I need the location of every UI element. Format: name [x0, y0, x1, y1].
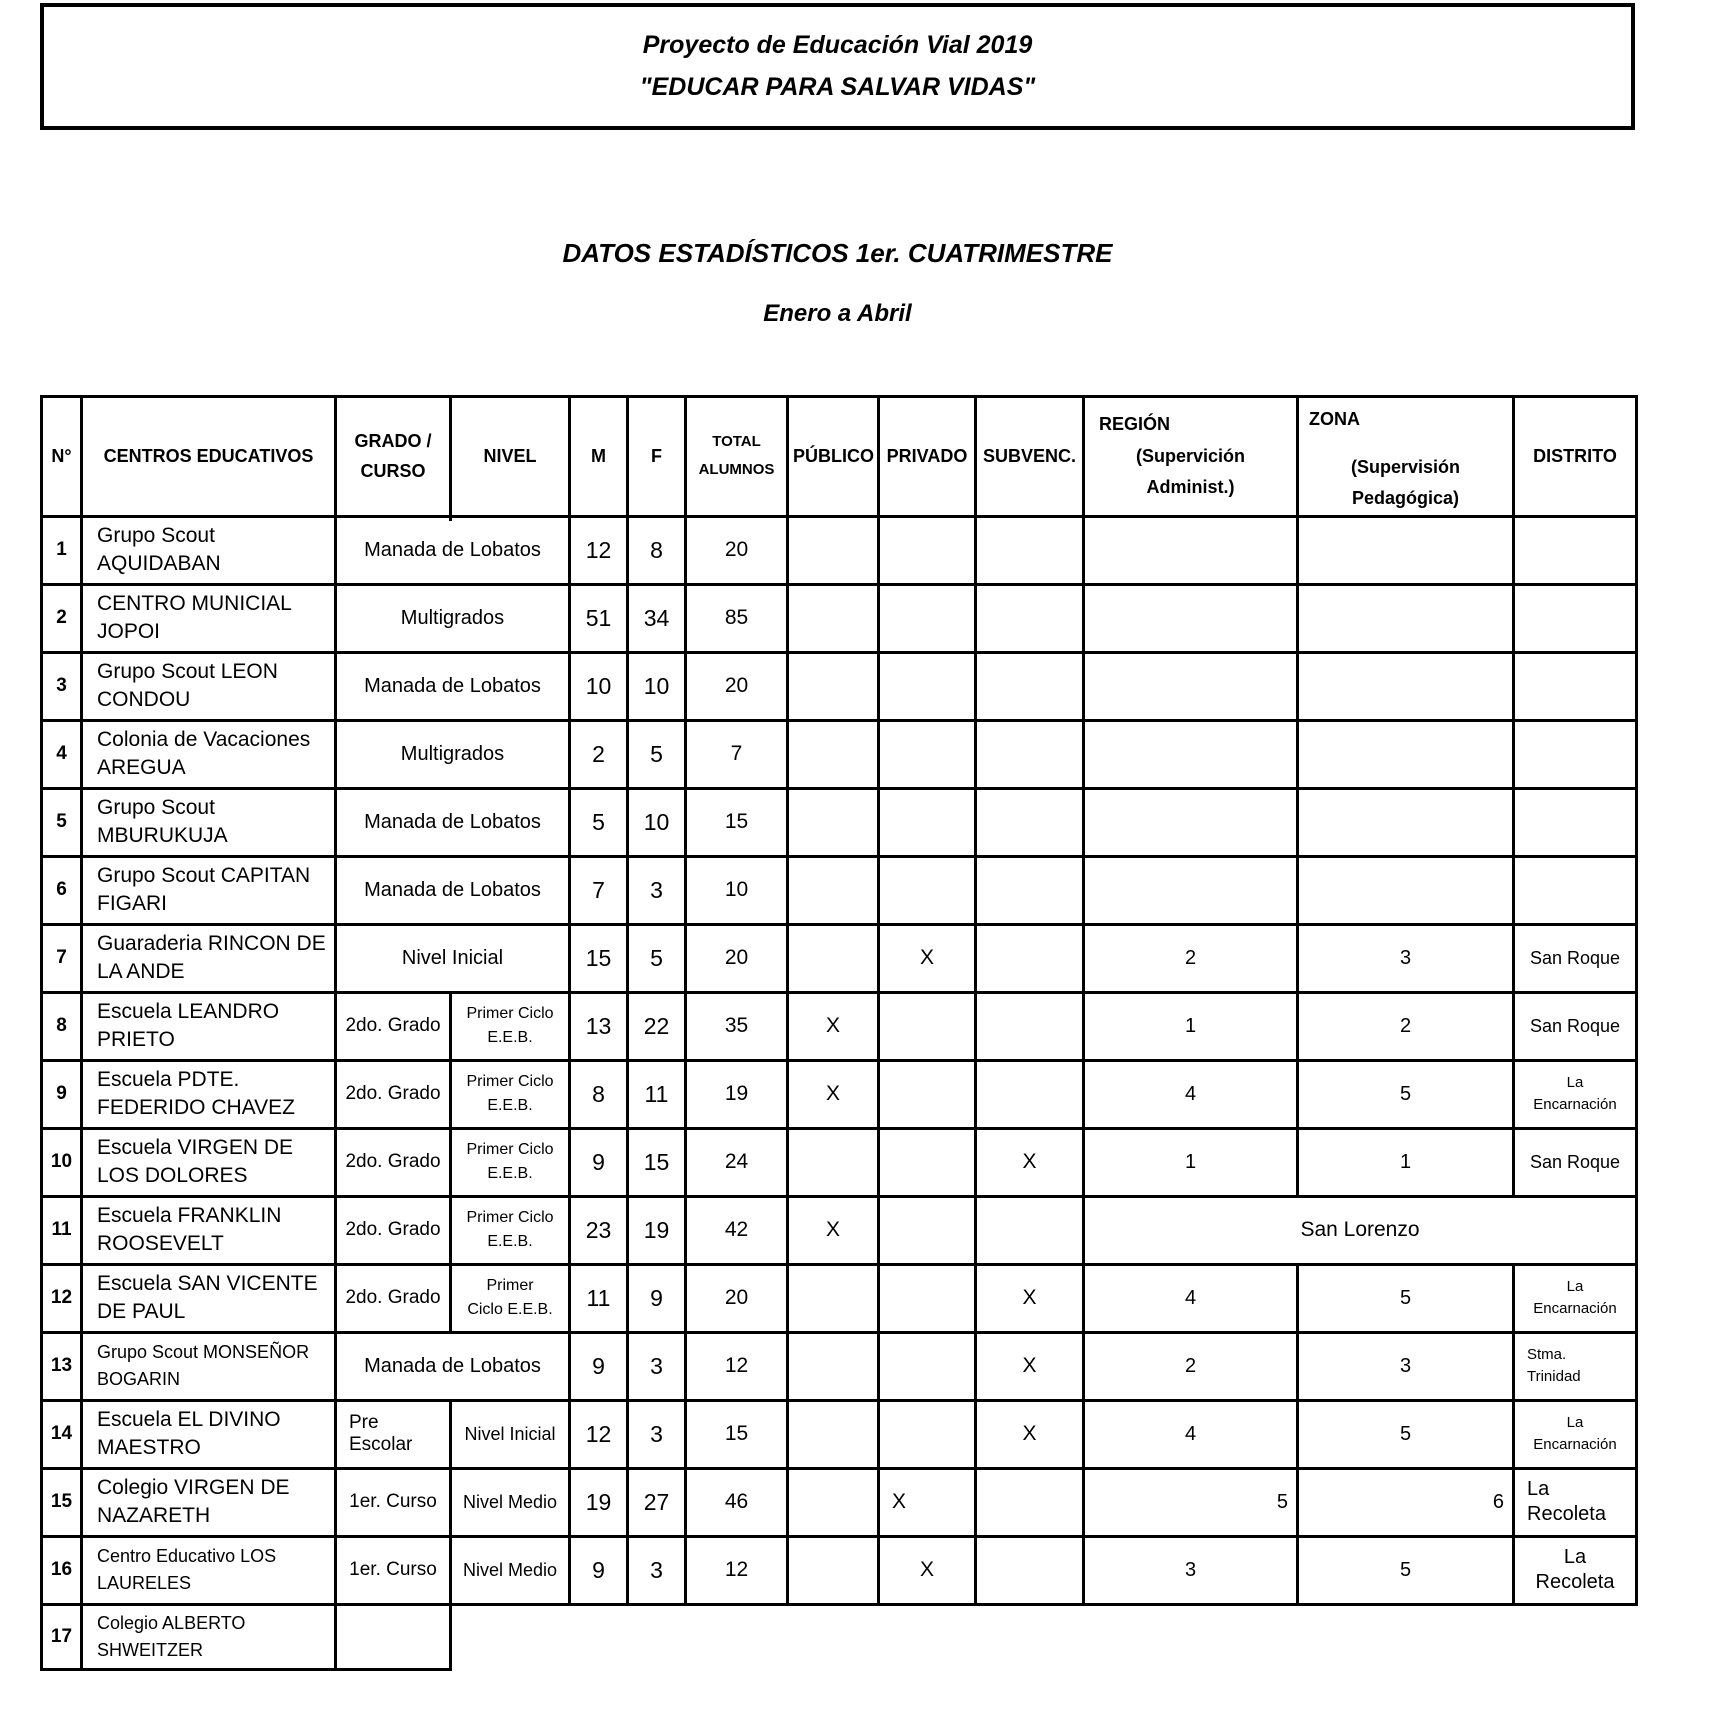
table-cell: CENTRO MUNICIAL JOPOI — [82, 584, 336, 652]
table-cell — [1084, 516, 1298, 584]
table-cell: 15 — [686, 788, 788, 856]
zona-label: ZONA — [1309, 409, 1360, 429]
table-cell: 9 — [42, 1060, 82, 1128]
table-cell — [788, 1536, 879, 1604]
table-cell: 4 — [42, 720, 82, 788]
table-cell: 1 — [42, 516, 82, 584]
table-cell — [879, 788, 976, 856]
table-cell: X — [879, 1536, 976, 1604]
table-row — [42, 1060, 1637, 1128]
table-cell — [788, 788, 879, 856]
project-slogan: "EDUCAR PARA SALVAR VIDAS" — [639, 73, 1036, 101]
table-cell: 1 — [1298, 1128, 1514, 1196]
table-cell: 15 — [570, 924, 628, 992]
table-cell: Stma. Trinidad — [1514, 1332, 1637, 1400]
table-cell: 1 — [1084, 1128, 1298, 1196]
table-row — [42, 1128, 1637, 1196]
table-row — [42, 1196, 1637, 1264]
table-cell — [451, 1604, 1637, 1669]
table-cell: Escuela FRANKLIN ROOSEVELT — [82, 1196, 336, 1264]
table-cell: 16 — [42, 1536, 82, 1604]
table-cell: Manada de Lobatos — [336, 652, 570, 720]
column-header-distrito: DISTRITO — [1514, 397, 1637, 517]
region-sublabel: (Supervición Administ.) — [1135, 445, 1246, 497]
table-cell: Colegio VIRGEN DE NAZARETH — [82, 1468, 336, 1536]
statistics-table — [40, 395, 1638, 1671]
table-cell: Manada de Lobatos — [336, 516, 570, 584]
column-header-subvenc: SUBVENC. — [976, 397, 1084, 517]
table-cell: 10 — [628, 652, 686, 720]
table-cell: 5 — [1084, 1468, 1298, 1536]
table-cell: 4 — [1084, 1060, 1298, 1128]
table-cell — [1514, 516, 1637, 584]
table-cell — [1084, 856, 1298, 924]
table-cell: 10 — [686, 856, 788, 924]
table-row — [42, 992, 1637, 1060]
region-label: REGIÓN — [1099, 414, 1171, 434]
column-header-zona — [1298, 397, 1514, 517]
table-cell: 2do. Grado — [336, 1128, 451, 1196]
table-cell — [879, 1400, 976, 1468]
table-cell — [1514, 856, 1637, 924]
table-cell: Primer Ciclo E.E.B. — [451, 1264, 570, 1332]
table-cell — [788, 1400, 879, 1468]
table-cell: X — [788, 992, 879, 1060]
table-cell: Multigrados — [336, 584, 570, 652]
table-cell — [1298, 856, 1514, 924]
table-cell: Primer Ciclo E.E.B. — [451, 992, 570, 1060]
table-row — [42, 516, 1637, 584]
table-cell: La Encarnación — [1514, 1060, 1637, 1128]
table-cell: 10 — [42, 1128, 82, 1196]
table-cell — [976, 584, 1084, 652]
table-cell: 3 — [628, 856, 686, 924]
table-cell: X — [976, 1264, 1084, 1332]
table-cell: 46 — [686, 1468, 788, 1536]
table-row — [42, 924, 1637, 992]
table-cell — [879, 1128, 976, 1196]
table-cell — [788, 924, 879, 992]
table-cell: 11 — [570, 1264, 628, 1332]
table-cell: X — [976, 1128, 1084, 1196]
table-cell: 13 — [42, 1332, 82, 1400]
section-subtitle: Enero a Abril — [763, 300, 912, 327]
table-cell: 51 — [570, 584, 628, 652]
table-cell: Nivel Medio — [451, 1536, 570, 1604]
table-cell — [788, 720, 879, 788]
table-row — [42, 584, 1637, 652]
column-header-privado: PRIVADO — [879, 397, 976, 517]
table-cell: 5 — [1298, 1400, 1514, 1468]
column-header-centros: CENTROS EDUCATIVOS — [82, 397, 336, 517]
table-cell: 27 — [628, 1468, 686, 1536]
table-cell: 13 — [570, 992, 628, 1060]
table-cell — [1514, 788, 1637, 856]
table-cell: 1er. Curso — [336, 1536, 451, 1604]
table-cell — [976, 1196, 1084, 1264]
table-cell: 5 — [1298, 1264, 1514, 1332]
table-cell — [1514, 584, 1637, 652]
column-header-f: F — [628, 397, 686, 517]
table-cell — [1084, 720, 1298, 788]
table-cell: Nivel Inicial — [336, 924, 570, 992]
table-cell: 17 — [42, 1604, 82, 1669]
table-cell: 19 — [628, 1196, 686, 1264]
table-cell: X — [976, 1400, 1084, 1468]
table-cell: San Roque — [1514, 992, 1637, 1060]
table-cell: 15 — [686, 1400, 788, 1468]
table-cell: San Lorenzo — [1084, 1196, 1637, 1264]
table-cell — [1084, 788, 1298, 856]
table-cell: Grupo Scout MBURUKUJA — [82, 788, 336, 856]
table-cell: Nivel Inicial — [451, 1400, 570, 1468]
table-cell: 9 — [570, 1128, 628, 1196]
table-cell — [788, 1468, 879, 1536]
table-cell — [788, 516, 879, 584]
table-cell: 2 — [570, 720, 628, 788]
table-cell — [1298, 584, 1514, 652]
border-stub — [449, 508, 452, 521]
table-cell: 12 — [686, 1536, 788, 1604]
column-header-m: M — [570, 397, 628, 517]
table-cell: 23 — [570, 1196, 628, 1264]
table-cell — [976, 720, 1084, 788]
table-cell: San Roque — [1514, 924, 1637, 992]
table-cell: X — [879, 924, 976, 992]
table-cell: 3 — [628, 1536, 686, 1604]
column-header-grado: GRADO / CURSO — [336, 397, 451, 517]
table-cell: X — [788, 1060, 879, 1128]
table-cell — [976, 652, 1084, 720]
table-cell: Grupo Scout MONSEÑOR BOGARIN — [82, 1332, 336, 1400]
table-cell: 1er. Curso — [336, 1468, 451, 1536]
table-cell — [788, 856, 879, 924]
zona-sublabel: (Supervisión Pedagógica) — [1350, 456, 1461, 508]
table-cell — [879, 516, 976, 584]
table-cell: Colonia de Vacaciones AREGUA — [82, 720, 336, 788]
column-header-total: TOTAL ALUMNOS — [686, 397, 788, 517]
table-cell: Primer Ciclo E.E.B. — [451, 1196, 570, 1264]
table-cell — [336, 1604, 451, 1669]
table-cell: 22 — [628, 992, 686, 1060]
table-cell: 3 — [628, 1400, 686, 1468]
header-row — [42, 397, 1637, 517]
table-cell: 2do. Grado — [336, 992, 451, 1060]
table-cell: X — [976, 1332, 1084, 1400]
table-cell: 24 — [686, 1128, 788, 1196]
table-cell: 20 — [686, 1264, 788, 1332]
table-cell — [879, 992, 976, 1060]
table-cell: 2do. Grado — [336, 1196, 451, 1264]
table-cell: Manada de Lobatos — [336, 856, 570, 924]
table-cell: Colegio ALBERTO SHWEITZER — [82, 1604, 336, 1669]
table-cell: 5 — [628, 924, 686, 992]
column-header-region — [1084, 397, 1298, 517]
table-row — [42, 1468, 1637, 1536]
table-cell: 8 — [570, 1060, 628, 1128]
table-cell: 4 — [1084, 1264, 1298, 1332]
table-cell — [976, 1060, 1084, 1128]
table-cell: Primer Ciclo E.E.B. — [451, 1128, 570, 1196]
table-cell: Multigrados — [336, 720, 570, 788]
table-cell — [1084, 652, 1298, 720]
table-cell: Guaraderia RINCON DE LA ANDE — [82, 924, 336, 992]
table-cell — [788, 652, 879, 720]
table-cell: 3 — [1298, 924, 1514, 992]
table-cell — [976, 1536, 1084, 1604]
table-cell — [1298, 720, 1514, 788]
table-cell — [976, 856, 1084, 924]
table-cell: 6 — [1298, 1468, 1514, 1536]
section-title: DATOS ESTADÍSTICOS 1er. CUATRIMESTRE — [562, 238, 1113, 268]
table-cell: 9 — [628, 1264, 686, 1332]
table-cell — [879, 720, 976, 788]
table-row — [42, 1400, 1637, 1468]
table-cell — [1298, 788, 1514, 856]
table-row — [42, 1536, 1637, 1604]
table-cell: Manada de Lobatos — [336, 1332, 570, 1400]
table-cell: 15 — [628, 1128, 686, 1196]
table-cell: 11 — [628, 1060, 686, 1128]
table-cell — [879, 652, 976, 720]
table-cell — [788, 1332, 879, 1400]
table-cell — [788, 1264, 879, 1332]
table-cell — [976, 992, 1084, 1060]
table-cell: 10 — [570, 652, 628, 720]
table-cell: X — [788, 1196, 879, 1264]
table-cell: 6 — [42, 856, 82, 924]
column-header-num: N° — [42, 397, 82, 517]
table-cell: La Encarnación — [1514, 1400, 1637, 1468]
table-cell: 42 — [686, 1196, 788, 1264]
table-cell — [976, 924, 1084, 992]
table-cell: 5 — [1298, 1536, 1514, 1604]
table-cell — [879, 1196, 976, 1264]
table-cell: Grupo Scout CAPITAN FIGARI — [82, 856, 336, 924]
table-row — [42, 788, 1637, 856]
table-cell: 12 — [570, 1400, 628, 1468]
table-row — [42, 1264, 1637, 1332]
table-cell — [1298, 516, 1514, 584]
table-cell: 2 — [42, 584, 82, 652]
table-cell: 5 — [42, 788, 82, 856]
table-cell: 34 — [628, 584, 686, 652]
table-body — [42, 516, 1637, 1669]
table-cell: 2do. Grado — [336, 1264, 451, 1332]
table-cell: 20 — [686, 652, 788, 720]
table-cell: X — [879, 1468, 976, 1536]
table-cell: 2 — [1084, 924, 1298, 992]
table-cell: 5 — [628, 720, 686, 788]
table-cell: Escuela SAN VICENTE DE PAUL — [82, 1264, 336, 1332]
table-cell: 2 — [1298, 992, 1514, 1060]
table-cell — [1514, 652, 1637, 720]
table-cell: 9 — [570, 1536, 628, 1604]
table-cell: 85 — [686, 584, 788, 652]
table-cell: 3 — [1298, 1332, 1514, 1400]
table-cell: Escuela EL DIVINO MAESTRO — [82, 1400, 336, 1468]
table-cell — [879, 856, 976, 924]
table-row — [42, 856, 1637, 924]
table-cell: 20 — [686, 516, 788, 584]
table-cell: 7 — [686, 720, 788, 788]
table-row — [42, 720, 1637, 788]
table-cell: Centro Educativo LOS LAURELES — [82, 1536, 336, 1604]
table-cell: Escuela LEANDRO PRIETO — [82, 992, 336, 1060]
table-row — [42, 652, 1637, 720]
table-row — [42, 1332, 1637, 1400]
table-cell: 7 — [570, 856, 628, 924]
table-cell: Escuela PDTE. FEDERIDO CHAVEZ — [82, 1060, 336, 1128]
table-cell — [788, 1128, 879, 1196]
table-cell: Grupo Scout LEON CONDOU — [82, 652, 336, 720]
table-row — [42, 1604, 1637, 1669]
table-cell: 3 — [42, 652, 82, 720]
table-cell: 10 — [628, 788, 686, 856]
table-cell: La Recoleta — [1514, 1536, 1637, 1604]
table-cell: Primer Ciclo E.E.B. — [451, 1060, 570, 1128]
table-cell: 15 — [42, 1468, 82, 1536]
table-cell — [976, 516, 1084, 584]
table-cell: La Recoleta — [1514, 1468, 1637, 1536]
table-cell — [976, 1468, 1084, 1536]
title-box — [40, 3, 1635, 130]
table-cell: Escuela VIRGEN DE LOS DOLORES — [82, 1128, 336, 1196]
table-cell — [1298, 652, 1514, 720]
table-cell: 12 — [570, 516, 628, 584]
table-cell: 12 — [42, 1264, 82, 1332]
table-cell: 5 — [1298, 1060, 1514, 1128]
column-header-nivel: NIVEL — [451, 397, 570, 517]
table-cell: Nivel Medio — [451, 1468, 570, 1536]
table-cell: 12 — [686, 1332, 788, 1400]
table-cell: Grupo Scout AQUIDABAN — [82, 516, 336, 584]
table-cell — [879, 584, 976, 652]
table-cell: 3 — [1084, 1536, 1298, 1604]
table-cell — [976, 788, 1084, 856]
table-cell: 8 — [42, 992, 82, 1060]
table-cell: 14 — [42, 1400, 82, 1468]
table-cell — [879, 1332, 976, 1400]
table-cell: 4 — [1084, 1400, 1298, 1468]
table-cell — [879, 1264, 976, 1332]
table-cell: 11 — [42, 1196, 82, 1264]
statistics-table-wrap — [40, 395, 1638, 1671]
table-cell: San Roque — [1514, 1128, 1637, 1196]
table-cell: 8 — [628, 516, 686, 584]
table-cell: 3 — [628, 1332, 686, 1400]
table-cell: 20 — [686, 924, 788, 992]
project-title: Proyecto de Educación Vial 2019 — [642, 31, 1033, 59]
column-header-publico: PÚBLICO — [788, 397, 879, 517]
table-cell: Manada de Lobatos — [336, 788, 570, 856]
table-cell: 19 — [686, 1060, 788, 1128]
table-cell: 2do. Grado — [336, 1060, 451, 1128]
table-cell: 2 — [1084, 1332, 1298, 1400]
table-cell: 1 — [1084, 992, 1298, 1060]
table-cell — [788, 584, 879, 652]
table-cell — [1514, 720, 1637, 788]
table-cell: 19 — [570, 1468, 628, 1536]
table-cell — [879, 1060, 976, 1128]
table-cell — [1084, 584, 1298, 652]
table-cell: 7 — [42, 924, 82, 992]
table-cell: 9 — [570, 1332, 628, 1400]
table-cell: La Encarnación — [1514, 1264, 1637, 1332]
table-cell: 35 — [686, 992, 788, 1060]
table-cell: Pre Escolar — [336, 1400, 451, 1468]
table-cell: 5 — [570, 788, 628, 856]
